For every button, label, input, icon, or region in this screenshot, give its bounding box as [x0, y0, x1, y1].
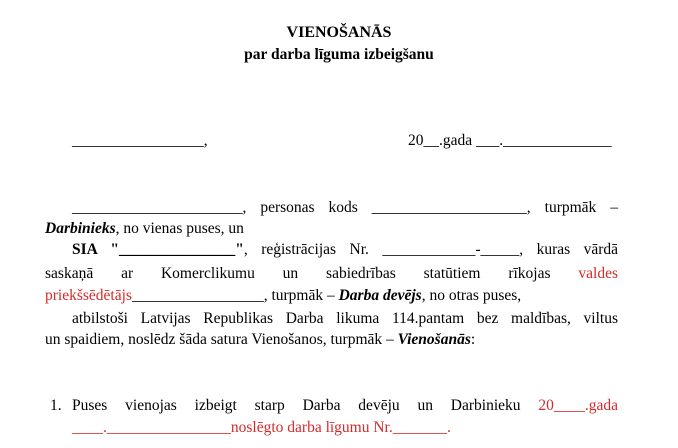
employee-name-blank: ______________________,: [72, 199, 247, 216]
chairman-blank: _________________: [131, 287, 264, 304]
registration-label: , reģistrācijas Nr.: [243, 241, 369, 258]
commercial-law-text: saskaņā ar Komerclikumu un sabiedrības statūtiem rīkojas: [45, 265, 551, 282]
registration-blank: ____________-_____,: [382, 241, 524, 258]
place-field: _________________,: [72, 132, 208, 149]
parties-line-4: [45, 264, 618, 284]
labour-law-text: atbilstoši Latvijas Republikas Darba likuma 114.pantam bez maldības, viltus: [72, 310, 618, 327]
parties-line-1: [72, 198, 618, 218]
on-behalf-text: kuras vārdā: [536, 241, 619, 258]
parties-line-7: [45, 330, 475, 350]
parties-line-2: [45, 219, 244, 239]
parties-line-5: [45, 286, 521, 306]
hereinafter-label: turpmāk –: [544, 199, 619, 216]
clause-1-line-1: [72, 396, 618, 416]
personal-code-label: personas kods: [260, 199, 358, 216]
employer-term: Darba devējs: [338, 287, 422, 304]
agreement-term: Vienošanās: [397, 331, 471, 348]
chairman-text: priekšsēdētājs: [45, 287, 132, 304]
clause-1-line-2: ____.________________noslēgto darba līgumu Nr._______.: [72, 419, 451, 436]
clause-1-date-year: 20____.gada: [538, 397, 619, 414]
hereinafter-label-2: , turpmāk –: [263, 287, 335, 304]
parties-line-3: [72, 240, 618, 260]
document-title: VIENOŠANĀS: [286, 24, 392, 41]
other-party-text: , no otras puses,: [421, 287, 522, 304]
one-party-text: , no vienas puses, un: [115, 220, 244, 237]
personal-code-blank: ____________________,: [371, 199, 531, 216]
board-text: valdes: [578, 265, 619, 282]
clause-1-text: Puses vienojas izbeigt starp Darba devēju un Darbinieku: [72, 397, 521, 414]
company-name: SIA "_______________": [72, 241, 244, 258]
employee-term: Darbinieks: [45, 220, 116, 237]
colon: :: [470, 331, 476, 348]
parties-line-6: [72, 309, 618, 329]
clause-1-number: 1.: [50, 397, 62, 414]
date-field: 20__.gada ___.______________: [408, 132, 612, 149]
document-subtitle: par darba līguma izbeigšanu: [244, 46, 434, 63]
agreement-text: un spaidiem, noslēdz šāda satura Vienošanos, turpmāk –: [45, 331, 394, 348]
